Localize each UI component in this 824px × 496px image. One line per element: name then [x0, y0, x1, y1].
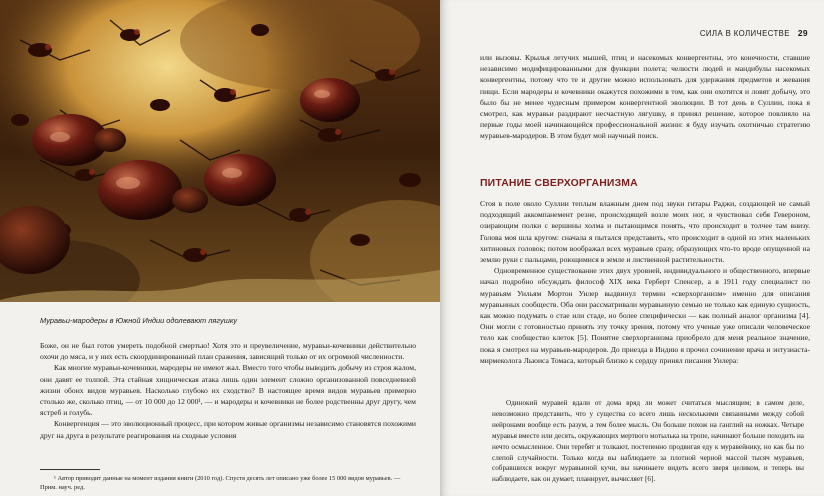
photo-caption: Муравьи-мародеры в Южной Индии одолевают лягушку: [40, 316, 238, 325]
right-top-text: [480, 52, 810, 142]
paragraph: Как многие муравьи-кочевники, мародеры не имеют жал. Вместо того чтобы выводить добычу из строя жалом, они давят ее толпой. Эта стайная хищническая атака лишь один элемент сложно организованной повседневной жизни обоих видов муравьев. Насколько глубоко их сходство? В настоящее время видов муравьев примерно столько же, сколько птиц, — от 10 000 до 12 000¹, — и мародеры и кочевники не более родственны друг другу, чем ястреб и голубь.: [40, 363, 416, 418]
left-body-text: [40, 340, 416, 441]
ants-photo: [0, 0, 440, 302]
section-title: ПИТАНИЕ СВЕРХОРГАНИЗМА: [480, 178, 638, 189]
page-number: 29: [797, 28, 808, 38]
paragraph: или вызовы. Крылья летучих мышей, птиц и насекомых конвергентны, это конечности, ставшие независимо модифицированными для функции полета; челюсти людей и мандибулы насекомых конвергентны, потому что те и другие можно использовать для удержания предметов и жевания пищи. Если мародеры и кочевники окажутся похожими в том, как они охотятся и ловят добычу, это было бы не менее чудесным примером конвергентной эволюции. В тот день в Суллии, пока я смотрел, как муравьи раздирают несчастную лягушку, я принял решение, которое повлияло на первые годы моей начинающейся профессиональной жизни: я буду изучать охотничью стратегию муравьев-мародеров. В этом будет мой научный поиск.: [480, 53, 810, 141]
right-body-text: [480, 198, 810, 366]
running-title: СИЛА В КОЛИЧЕСТВЕ: [699, 29, 790, 38]
paragraph: Боже, он не был готов умереть подобной смертью! Хотя это и преувеличение, муравьи-кочевники действительно охочи до мяса, и у них есть скоординированный план сражения, зависящий только от их огромной численности.: [40, 341, 416, 362]
paragraph: Стоя в поле около Суллии теплым влажным днем под звуки гитары Раджи, создающей не самый подходящий аккомпанемент резне, происходящей возле моих ног, я чувствовал себя Гевероном, озирающим полки с вершины холма и пытающимся понять, что происходит в толчее там внизу. Голова моя шла кругом: сначала я пытался представить, что происходит в одной из этих маленьких хитиновых головок; потом воображал всех муравьев сразу, образующих что-то вроде опущенной на землю руки с пальцами, роющимися в земле и лиственной растительности.: [480, 199, 810, 265]
footnote: ¹ Автор приводит данные на момент издания книги (2010 год). Спустя десять лет описано уже более 15 000 видов муравьев. — Прим. науч. ред.: [40, 475, 401, 491]
quote-paragraph: Одинокий муравей вдали от дома вряд ли может считаться мыслящим; в самом деле, невозможно представить, что у существа со всего лишь несколькими связанными между собой нейронами вообще есть разум, а тем более мысль. Он больше похож на ганглий на ножках. Четыре муравья вместе или десять, окружающих мертвого мотылька на тропе, начинают больше походить на нечто осмысленное. Они теребят и толкают, постепенно продвигая еду к муравейнику, но как бы по слепой случайности. Только когда вы наблюдаете за плотной черной массой тысяч муравьев, собравшихся вокруг муравьиной кучи, вы начинаете видеть всего зверя целиком, и теперь вы наблюдаете, как он думает, планирует, вычисляет [6].: [492, 399, 804, 484]
paragraph: Одновременное существование этих двух уровней, индивидуального и общественного, впервые начал подробно обсуждать философ XIX века Герберт Спенсер, а в 1911 году специалист по муравьям Уильям Мортон Уилер выдвинул термин «сверхорганизм» именно для описания муравьиных сообществ. Оба они рассматривали муравьиную семью не только как единую сущность, как можно подумать о стае или стаде, но более специфически — как полный аналог организма [4]. Они могли с готовностью принять эту точку зрения, потому что ученые уже описали человеческое тело как сообщество клеток [5]. Понятие сверхорганизма приобрело для меня реальное значение, пока я смотрел на муравьев-мародеров. До приезда в Индию я прочел сочинение врача и энтузиаста-мирмеколога Льюиса Томаса, который близко к сердцу принял писания Уилера:: [480, 266, 810, 365]
block-quote: [492, 398, 804, 485]
ants-attacking-frog-image: [0, 0, 440, 302]
right-page: [440, 0, 824, 496]
running-header: [440, 28, 808, 38]
footnote-rule: [40, 469, 100, 470]
paragraph: Конвергенция — это эволюционный процесс, при котором живые организмы независимо становятся похожими друг на друга в результате реагирования на сходные условия: [40, 419, 416, 440]
